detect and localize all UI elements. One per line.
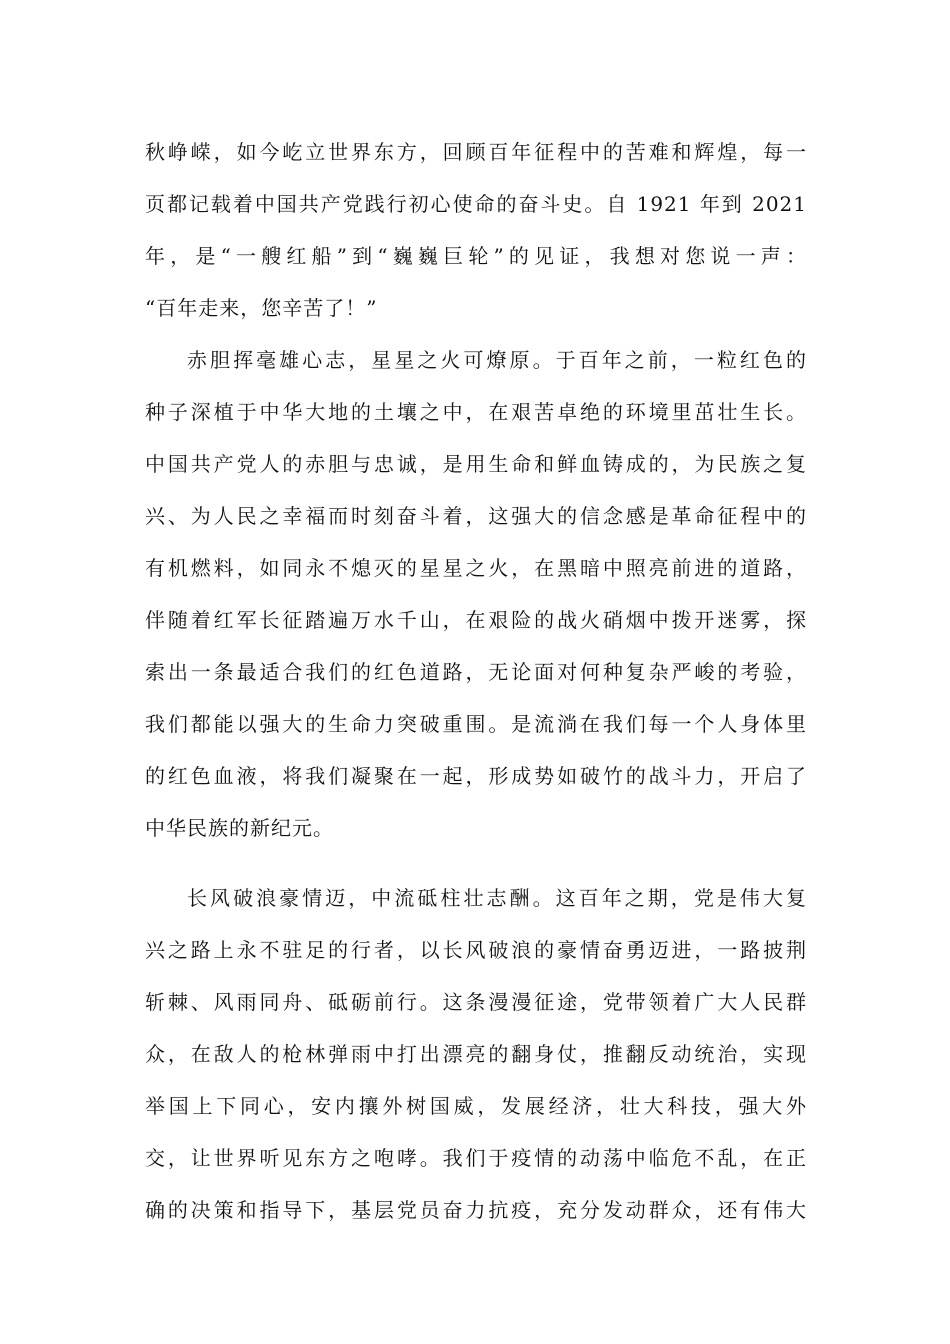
paragraph-2-line-4: 兴、为人民之幸福而时刻奋斗着，这强大的信念感是革命征程中的 (145, 504, 807, 528)
paragraph-2-line-5: 有机燃料，如同永不熄灭的星星之火，在黑暗中照亮前进的道路， (145, 556, 807, 580)
paragraph-1-line-3: 年，是“一艘红船”到“巍巍巨轮”的见证，我想对您说一声： (145, 244, 807, 268)
paragraph-3-line-6: 交，让世界听见东方之咆哮。我们于疫情的动荡中临危不乱，在正 (145, 1146, 807, 1170)
paragraph-3-line-7: 确的决策和指导下，基层党员奋力抗疫，充分发动群众，还有伟大 (145, 1198, 807, 1222)
paragraph-3-line-1: 长风破浪豪情迈，中流砥柱壮志酬。这百年之期，党是伟大复 (187, 886, 807, 910)
paragraph-3-line-4: 众，在敌人的枪林弹雨中打出漂亮的翻身仗，推翻反动统治，实现 (145, 1042, 807, 1066)
paragraph-2-line-8: 我们都能以强大的生命力突破重围。是流淌在我们每一个人身体里 (145, 712, 807, 736)
paragraph-1-line-1: 秋峥嵘，如今屹立世界东方，回顾百年征程中的苦难和辉煌，每一 (145, 140, 807, 164)
paragraph-2-line-9: 的红色血液，将我们凝聚在一起，形成势如破竹的战斗力，开启了 (145, 764, 807, 788)
paragraph-1 (145, 126, 807, 334)
paragraph-2-line-10: 中华民族的新纪元。 (145, 816, 334, 840)
paragraph-3 (145, 872, 807, 1236)
paragraph-3-line-3: 斩棘、风雨同舟、砥砺前行。这条漫漫征途，党带领着广大人民群 (145, 990, 807, 1014)
paragraph-2-line-7: 索出一条最适合我们的红色道路，无论面对何种复杂严峻的考验， (145, 660, 807, 684)
paragraph-3-line-5: 举国上下同心，安内攘外树国威，发展经济，壮大科技，强大外 (145, 1094, 807, 1118)
paragraph-2-line-3: 中国共产党人的赤胆与忠诚，是用生命和鲜血铸成的，为民族之复 (145, 452, 807, 476)
paragraph-2-line-2: 种子深植于中华大地的土壤之中，在艰苦卓绝的环境里茁壮生长。 (145, 400, 807, 424)
paragraph-1-line-4: “百年走来，您辛苦了！” (145, 296, 378, 320)
paragraph-1-line-2: 页都记载着中国共产党践行初心使命的奋斗史。自 1921 年到 2021 (145, 192, 807, 216)
paragraph-2-line-1: 赤胆挥毫雄心志，星星之火可燎原。于百年之前，一粒红色的 (187, 348, 807, 372)
paragraph-2 (145, 334, 807, 854)
paragraph-3-line-2: 兴之路上永不驻足的行者，以长风破浪的豪情奋勇迈进，一路披荆 (145, 938, 807, 962)
paragraph-2-line-6: 伴随着红军长征踏遍万水千山，在艰险的战火硝烟中拨开迷雾，探 (145, 608, 807, 632)
